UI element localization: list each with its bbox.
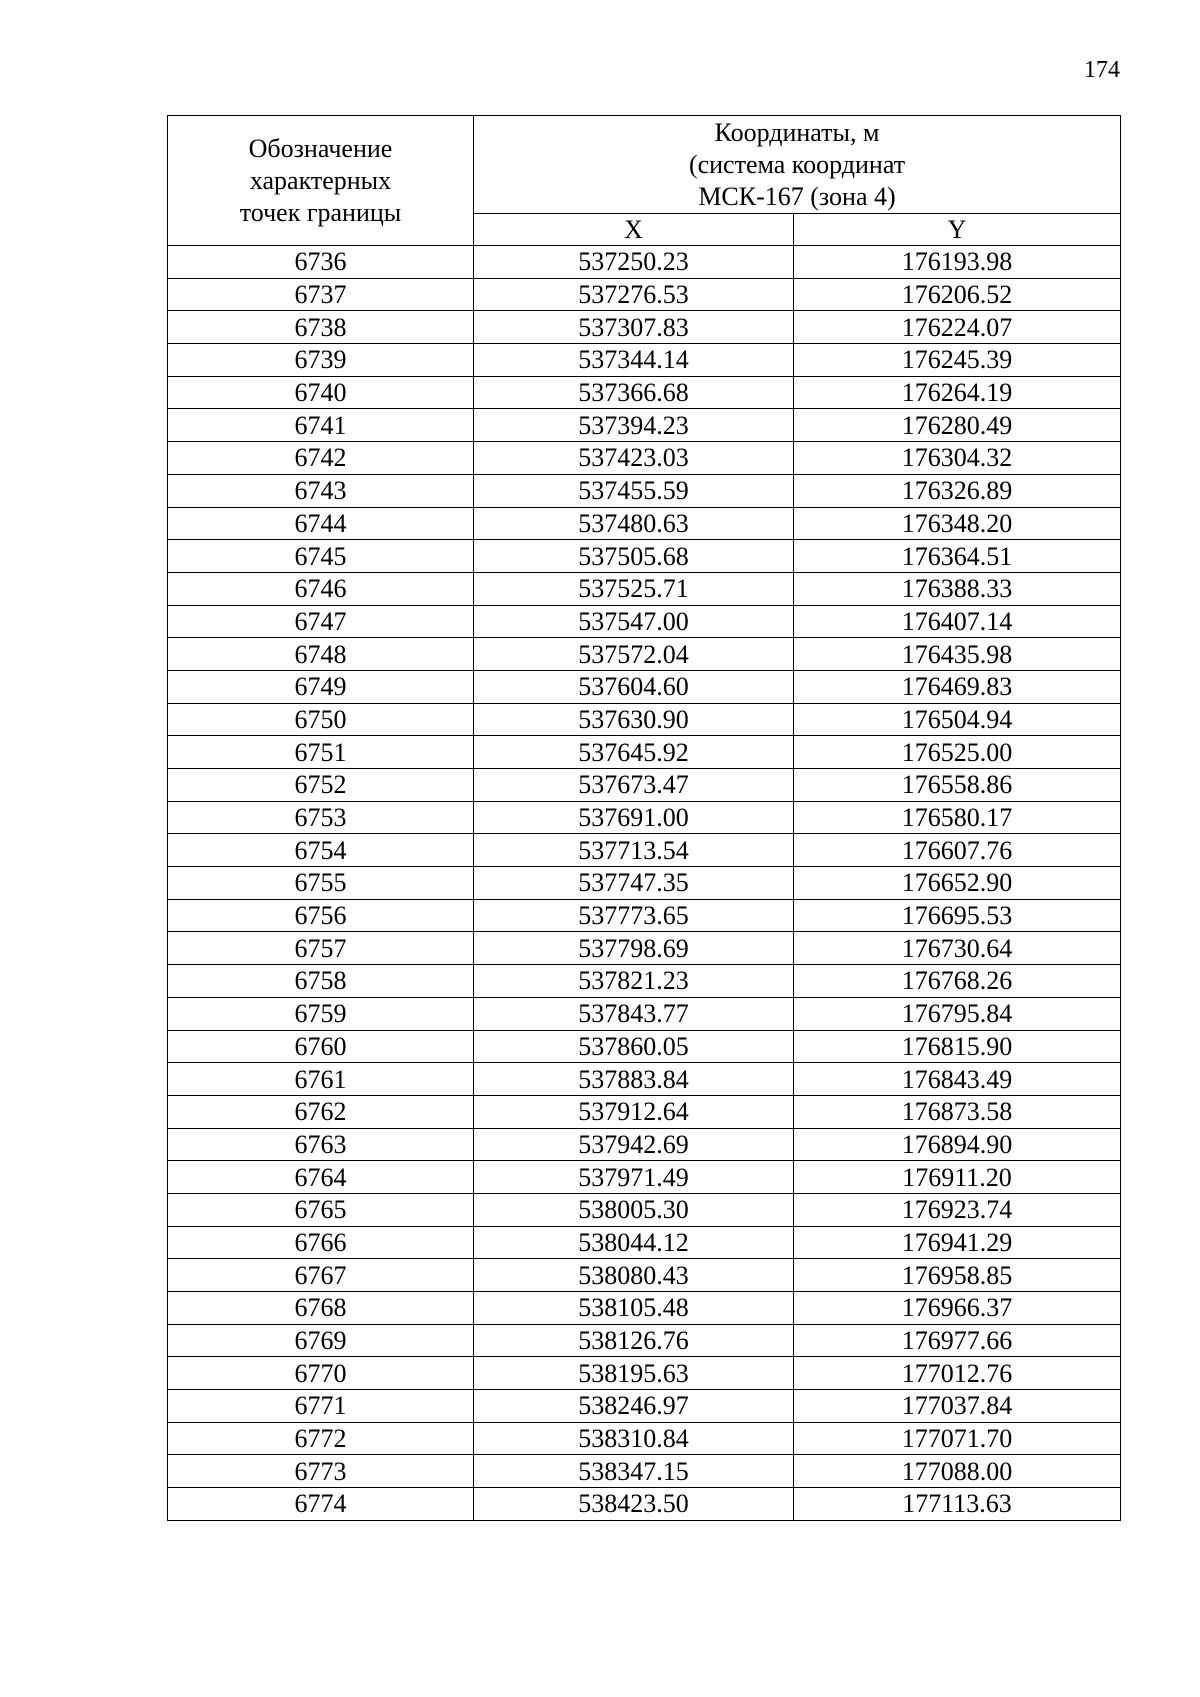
point-id-cell: 6744 [168, 507, 474, 540]
table-row [168, 965, 1121, 998]
x-coordinate-cell: 538005.30 [474, 1193, 794, 1226]
x-coordinate-cell: 537971.49 [474, 1161, 794, 1194]
y-coordinate-cell: 176607.76 [794, 834, 1121, 867]
y-coordinate-cell: 176966.37 [794, 1292, 1121, 1325]
point-id-cell: 6746 [168, 572, 474, 605]
point-header-line: точек границы [239, 197, 402, 227]
y-coordinate-cell: 176525.00 [794, 736, 1121, 769]
x-coordinate-cell: 537366.68 [474, 376, 794, 409]
y-coordinate-cell: 176894.90 [794, 1128, 1121, 1161]
x-coordinate-cell: 537276.53 [474, 278, 794, 311]
point-id-cell: 6743 [168, 474, 474, 507]
y-coordinate-cell: 176206.52 [794, 278, 1121, 311]
y-coordinate-cell: 176795.84 [794, 997, 1121, 1030]
point-id-cell: 6774 [168, 1488, 474, 1521]
x-coordinate-cell: 537912.64 [474, 1095, 794, 1128]
page-number: 174 [1084, 57, 1120, 83]
y-coordinate-cell: 176923.74 [794, 1193, 1121, 1226]
point-id-cell: 6753 [168, 801, 474, 834]
coordinates-header [474, 116, 1121, 214]
table-row [168, 1390, 1121, 1423]
y-coordinate-cell: 176580.17 [794, 801, 1121, 834]
x-coordinate-cell: 537883.84 [474, 1063, 794, 1096]
y-coordinate-cell: 176364.51 [794, 540, 1121, 573]
y-coordinate-cell: 177012.76 [794, 1357, 1121, 1390]
x-coordinate-cell: 537455.59 [474, 474, 794, 507]
y-coordinate-cell: 176977.66 [794, 1324, 1121, 1357]
table-row [168, 670, 1121, 703]
point-id-cell: 6765 [168, 1193, 474, 1226]
table-row [168, 572, 1121, 605]
point-id-cell: 6749 [168, 670, 474, 703]
y-coordinate-cell: 176730.64 [794, 932, 1121, 965]
point-header-line: Обозначение [248, 133, 393, 163]
y-coordinate-cell: 176326.89 [794, 474, 1121, 507]
coords-header-line: (система координат [688, 149, 906, 179]
coordinates-table [167, 115, 1121, 1521]
table-row [168, 932, 1121, 965]
point-id-cell: 6754 [168, 834, 474, 867]
y-coordinate-cell: 177113.63 [794, 1488, 1121, 1521]
y-coordinate-cell: 176469.83 [794, 670, 1121, 703]
x-coordinate-cell: 537525.71 [474, 572, 794, 605]
point-id-cell: 6741 [168, 409, 474, 442]
table-row [168, 376, 1121, 409]
point-id-cell: 6763 [168, 1128, 474, 1161]
table-row [168, 1095, 1121, 1128]
y-coordinate-cell: 176652.90 [794, 867, 1121, 900]
table-row [168, 703, 1121, 736]
point-id-cell: 6771 [168, 1390, 474, 1423]
point-id-cell: 6750 [168, 703, 474, 736]
x-coordinate-cell: 538423.50 [474, 1488, 794, 1521]
x-coordinate-cell: 538310.84 [474, 1422, 794, 1455]
y-coordinate-cell: 176941.29 [794, 1226, 1121, 1259]
y-coordinate-cell: 176348.20 [794, 507, 1121, 540]
point-id-cell: 6738 [168, 311, 474, 344]
y-coordinate-cell: 176958.85 [794, 1259, 1121, 1292]
y-coordinate-cell: 176815.90 [794, 1030, 1121, 1063]
x-coordinate-cell: 537394.23 [474, 409, 794, 442]
y-coordinate-cell: 176768.26 [794, 965, 1121, 998]
table-row [168, 1128, 1121, 1161]
x-coordinate-cell: 538347.15 [474, 1455, 794, 1488]
table-row [168, 1324, 1121, 1357]
x-coordinate-cell: 537713.54 [474, 834, 794, 867]
y-coordinate-cell: 176280.49 [794, 409, 1121, 442]
table-row [168, 1488, 1121, 1521]
table-row [168, 1161, 1121, 1194]
x-coordinate-cell: 537747.35 [474, 867, 794, 900]
point-id-cell: 6770 [168, 1357, 474, 1390]
x-coordinate-cell: 537942.69 [474, 1128, 794, 1161]
point-id-cell: 6737 [168, 278, 474, 311]
y-coordinate-cell: 176388.33 [794, 572, 1121, 605]
table-row [168, 278, 1121, 311]
table-row [168, 997, 1121, 1030]
table-row [168, 1259, 1121, 1292]
x-coordinate-cell: 537250.23 [474, 246, 794, 279]
x-coordinate-cell: 537344.14 [474, 344, 794, 377]
y-coordinate-cell: 176264.19 [794, 376, 1121, 409]
y-coordinate-cell: 176504.94 [794, 703, 1121, 736]
y-column-header: Y [794, 214, 1121, 246]
y-coordinate-cell: 176304.32 [794, 442, 1121, 475]
table-row [168, 1193, 1121, 1226]
y-coordinate-cell: 176873.58 [794, 1095, 1121, 1128]
table-row [168, 1226, 1121, 1259]
point-id-cell: 6766 [168, 1226, 474, 1259]
point-id-cell: 6758 [168, 965, 474, 998]
x-coordinate-cell: 537505.68 [474, 540, 794, 573]
table-row [168, 736, 1121, 769]
table-row [168, 540, 1121, 573]
table-row [168, 1030, 1121, 1063]
table-row [168, 769, 1121, 802]
point-id-cell: 6757 [168, 932, 474, 965]
table-row [168, 1422, 1121, 1455]
point-id-cell: 6764 [168, 1161, 474, 1194]
point-id-cell: 6736 [168, 246, 474, 279]
y-coordinate-cell: 177088.00 [794, 1455, 1121, 1488]
table-row [168, 605, 1121, 638]
table-row [168, 1455, 1121, 1488]
point-id-cell: 6762 [168, 1095, 474, 1128]
x-coordinate-cell: 537630.90 [474, 703, 794, 736]
x-coordinate-cell: 537843.77 [474, 997, 794, 1030]
point-id-cell: 6742 [168, 442, 474, 475]
table-row [168, 344, 1121, 377]
x-coordinate-cell: 538044.12 [474, 1226, 794, 1259]
table-row [168, 834, 1121, 867]
point-header-line: характерных [249, 165, 392, 195]
point-id-cell: 6768 [168, 1292, 474, 1325]
table-row [168, 246, 1121, 279]
table-row [168, 442, 1121, 475]
point-id-cell: 6751 [168, 736, 474, 769]
point-id-cell: 6755 [168, 867, 474, 900]
table-row [168, 867, 1121, 900]
x-coordinate-cell: 537572.04 [474, 638, 794, 671]
x-coordinate-cell: 537773.65 [474, 899, 794, 932]
point-id-cell: 6760 [168, 1030, 474, 1063]
y-coordinate-cell: 176245.39 [794, 344, 1121, 377]
y-coordinate-cell: 176435.98 [794, 638, 1121, 671]
x-coordinate-cell: 537604.60 [474, 670, 794, 703]
y-coordinate-cell: 176224.07 [794, 311, 1121, 344]
point-id-cell: 6773 [168, 1455, 474, 1488]
y-coordinate-cell: 176843.49 [794, 1063, 1121, 1096]
point-designation-header [168, 116, 474, 246]
y-coordinate-cell: 176558.86 [794, 769, 1121, 802]
table-header [168, 116, 1121, 246]
point-id-cell: 6759 [168, 997, 474, 1030]
x-coordinate-cell: 537860.05 [474, 1030, 794, 1063]
table-row [168, 801, 1121, 834]
x-coordinate-cell: 537423.03 [474, 442, 794, 475]
table-row [168, 638, 1121, 671]
table-row [168, 311, 1121, 344]
point-id-cell: 6739 [168, 344, 474, 377]
x-coordinate-cell: 537645.92 [474, 736, 794, 769]
table-row [168, 899, 1121, 932]
x-coordinate-cell: 538105.48 [474, 1292, 794, 1325]
table-row [168, 1292, 1121, 1325]
table-row [168, 507, 1121, 540]
table-row [168, 474, 1121, 507]
x-coordinate-cell: 538246.97 [474, 1390, 794, 1423]
point-id-cell: 6745 [168, 540, 474, 573]
table-row [168, 1063, 1121, 1096]
y-coordinate-cell: 176911.20 [794, 1161, 1121, 1194]
table-row [168, 409, 1121, 442]
point-id-cell: 6767 [168, 1259, 474, 1292]
x-coordinate-cell: 537821.23 [474, 965, 794, 998]
x-coordinate-cell: 537547.00 [474, 605, 794, 638]
coords-header-line: МСК-167 (зона 4) [698, 181, 896, 211]
point-id-cell: 6747 [168, 605, 474, 638]
point-id-cell: 6752 [168, 769, 474, 802]
y-coordinate-cell: 176407.14 [794, 605, 1121, 638]
x-coordinate-cell: 537691.00 [474, 801, 794, 834]
y-coordinate-cell: 176193.98 [794, 246, 1121, 279]
x-coordinate-cell: 537480.63 [474, 507, 794, 540]
x-coordinate-cell: 538195.63 [474, 1357, 794, 1390]
y-coordinate-cell: 177037.84 [794, 1390, 1121, 1423]
x-coordinate-cell: 537798.69 [474, 932, 794, 965]
point-id-cell: 6748 [168, 638, 474, 671]
x-coordinate-cell: 537307.83 [474, 311, 794, 344]
point-id-cell: 6740 [168, 376, 474, 409]
point-id-cell: 6772 [168, 1422, 474, 1455]
x-column-header: X [474, 214, 794, 246]
point-id-cell: 6761 [168, 1063, 474, 1096]
y-coordinate-cell: 176695.53 [794, 899, 1121, 932]
point-id-cell: 6769 [168, 1324, 474, 1357]
x-coordinate-cell: 538080.43 [474, 1259, 794, 1292]
y-coordinate-cell: 177071.70 [794, 1422, 1121, 1455]
header-row-top [168, 116, 1121, 214]
table-body [168, 246, 1121, 1521]
table-row [168, 1357, 1121, 1390]
point-id-cell: 6756 [168, 899, 474, 932]
coords-header-line: Координаты, м [714, 117, 880, 147]
x-coordinate-cell: 537673.47 [474, 769, 794, 802]
x-coordinate-cell: 538126.76 [474, 1324, 794, 1357]
